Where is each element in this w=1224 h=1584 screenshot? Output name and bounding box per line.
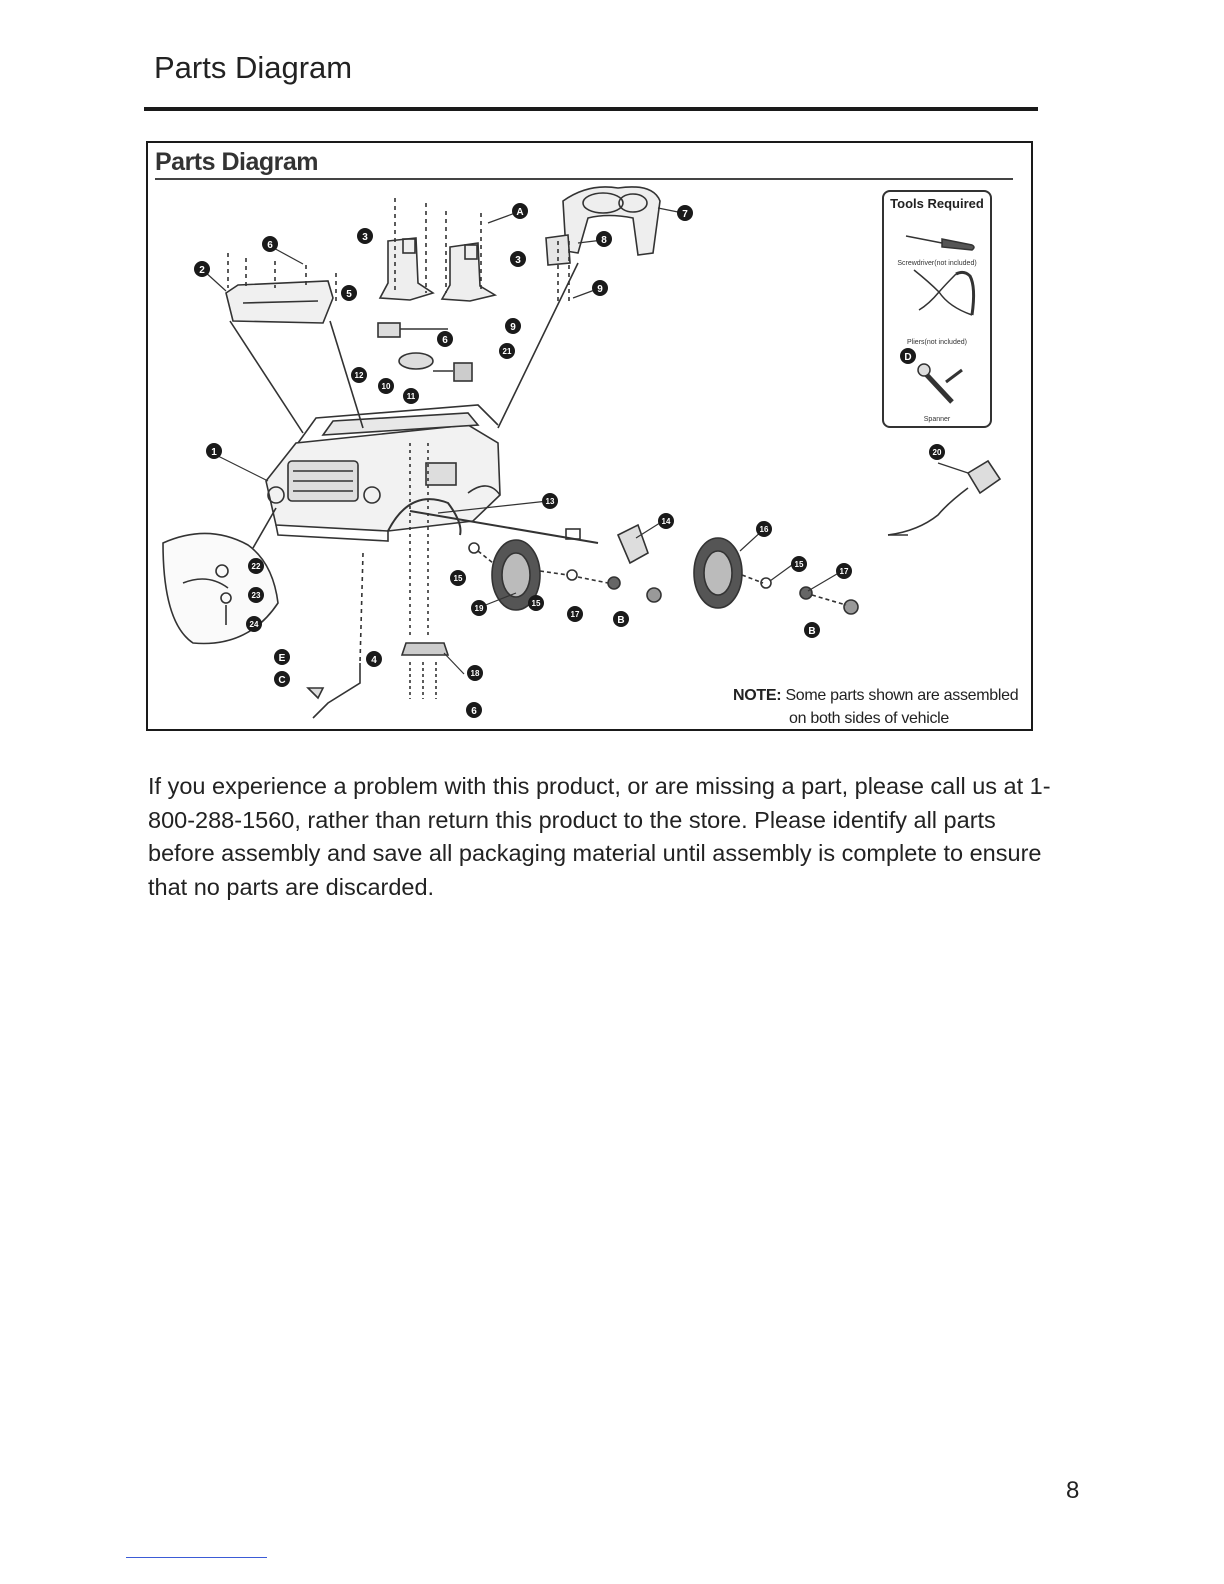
callout-E: [274, 649, 290, 665]
callout-17a: [567, 606, 583, 622]
assembly-note: [733, 684, 1018, 730]
callout-8: [596, 231, 612, 247]
callout-14: [658, 513, 674, 529]
tools-illustrations: [884, 212, 990, 426]
svg-text:9: 9: [510, 322, 516, 333]
figure-heading: Parts Diagram: [155, 148, 319, 176]
callout-7: [677, 205, 693, 221]
svg-text:19: 19: [474, 604, 484, 613]
svg-text:D: D: [904, 352, 912, 363]
svg-text:14: 14: [661, 517, 671, 526]
callout-C: [274, 671, 290, 687]
pliers-caption: Pliers(not included): [907, 339, 967, 346]
svg-text:15: 15: [794, 560, 804, 569]
dashboard-illustration: [546, 187, 660, 265]
svg-text:4: 4: [371, 655, 377, 666]
steering-rod-illustration: [308, 553, 363, 718]
svg-text:1: 1: [211, 447, 217, 458]
svg-text:24: 24: [249, 620, 259, 629]
svg-text:C: C: [278, 675, 286, 686]
callout-12: [351, 367, 367, 383]
svg-text:15: 15: [453, 574, 463, 583]
callout-3a: [357, 228, 373, 244]
steering-illustration: [378, 323, 472, 381]
page-number: 8: [1066, 1477, 1080, 1504]
svg-text:8: 8: [601, 235, 607, 246]
screwdriver-caption: Screwdriver(not included): [897, 260, 977, 267]
svg-text:17: 17: [839, 567, 849, 576]
callout-11: [403, 388, 419, 404]
svg-text:10: 10: [381, 382, 391, 391]
svg-text:A: A: [516, 207, 524, 218]
svg-text:2: 2: [199, 265, 205, 276]
svg-text:17: 17: [570, 610, 580, 619]
callout-15c: [791, 556, 807, 572]
callout-1: [206, 443, 222, 459]
svg-text:15: 15: [531, 599, 541, 608]
callout-13: [542, 493, 558, 509]
svg-text:6: 6: [442, 335, 448, 346]
callout-24: [246, 616, 262, 632]
svg-text:16: 16: [759, 525, 769, 534]
support-paragraph: If you experience a problem with this product, or are missing a part, please call us at 1-800-288-1560, rather than return this product to the store. Please identify all parts before assembly and save all packaging material until assembly is complete to ensure that no parts are discarded.: [148, 773, 1051, 900]
callout-A: [512, 203, 528, 219]
callout-3b: [510, 251, 526, 267]
svg-text:20: 20: [932, 448, 942, 457]
callout-4: [366, 651, 382, 667]
screwdriver-icon: [906, 236, 974, 250]
tool-callout-D: [900, 348, 916, 364]
callout-20: [929, 444, 945, 460]
charger-illustration: [888, 461, 1000, 535]
svg-text:22: 22: [251, 562, 261, 571]
callout-15b: [528, 595, 544, 611]
svg-text:B: B: [617, 615, 625, 626]
callout-17b: [836, 563, 852, 579]
callout-6a: [262, 236, 278, 252]
note-line-2: on both sides of vehicle: [789, 710, 950, 727]
svg-text:E: E: [278, 653, 286, 664]
svg-text:23: 23: [251, 591, 261, 600]
svg-text:6: 6: [471, 706, 477, 717]
windshield-illustration: [226, 281, 363, 433]
page-title: Parts Diagram: [154, 50, 353, 85]
callout-Ba: [613, 611, 629, 627]
svg-text:B: B: [808, 626, 816, 637]
callout-6b: [437, 331, 453, 347]
callout-9b: [505, 318, 521, 334]
callout-18: [467, 665, 483, 681]
callout-6c: [466, 702, 482, 718]
callout-2: [194, 261, 210, 277]
title-divider: [144, 107, 1038, 111]
seats-illustration: [380, 238, 495, 301]
svg-text:5: 5: [346, 289, 352, 300]
callout-21: [499, 343, 515, 359]
svg-text:12: 12: [354, 371, 364, 380]
svg-text:9: 9: [597, 284, 603, 295]
note-label: NOTE:: [733, 687, 782, 704]
callout-16: [756, 521, 772, 537]
callout-23: [248, 587, 264, 603]
svg-text:3: 3: [362, 232, 368, 243]
pliers-icon: [914, 270, 974, 315]
tools-required-box: [882, 190, 992, 428]
callout-9a: [592, 280, 608, 296]
parts-diagram-figure: [146, 141, 1033, 731]
svg-text:13: 13: [545, 497, 555, 506]
callout-15a: [450, 570, 466, 586]
callout-22: [248, 558, 264, 574]
callout-5: [341, 285, 357, 301]
svg-text:18: 18: [470, 669, 480, 678]
spanner-icon: [918, 364, 962, 402]
spanner-caption: Spanner: [923, 416, 951, 423]
svg-text:6: 6: [267, 240, 273, 251]
svg-text:11: 11: [406, 392, 416, 401]
note-line-1: Some parts shown are assembled: [785, 687, 1019, 704]
svg-text:3: 3: [515, 255, 521, 266]
tools-required-title: Tools Required: [890, 196, 984, 211]
callout-19: [471, 600, 487, 616]
footer-rule: [126, 1557, 267, 1558]
axle-wheels-illustration: [410, 511, 858, 614]
svg-text:21: 21: [502, 347, 512, 356]
callout-10: [378, 378, 394, 394]
svg-text:7: 7: [682, 209, 688, 220]
callout-Bb: [804, 622, 820, 638]
